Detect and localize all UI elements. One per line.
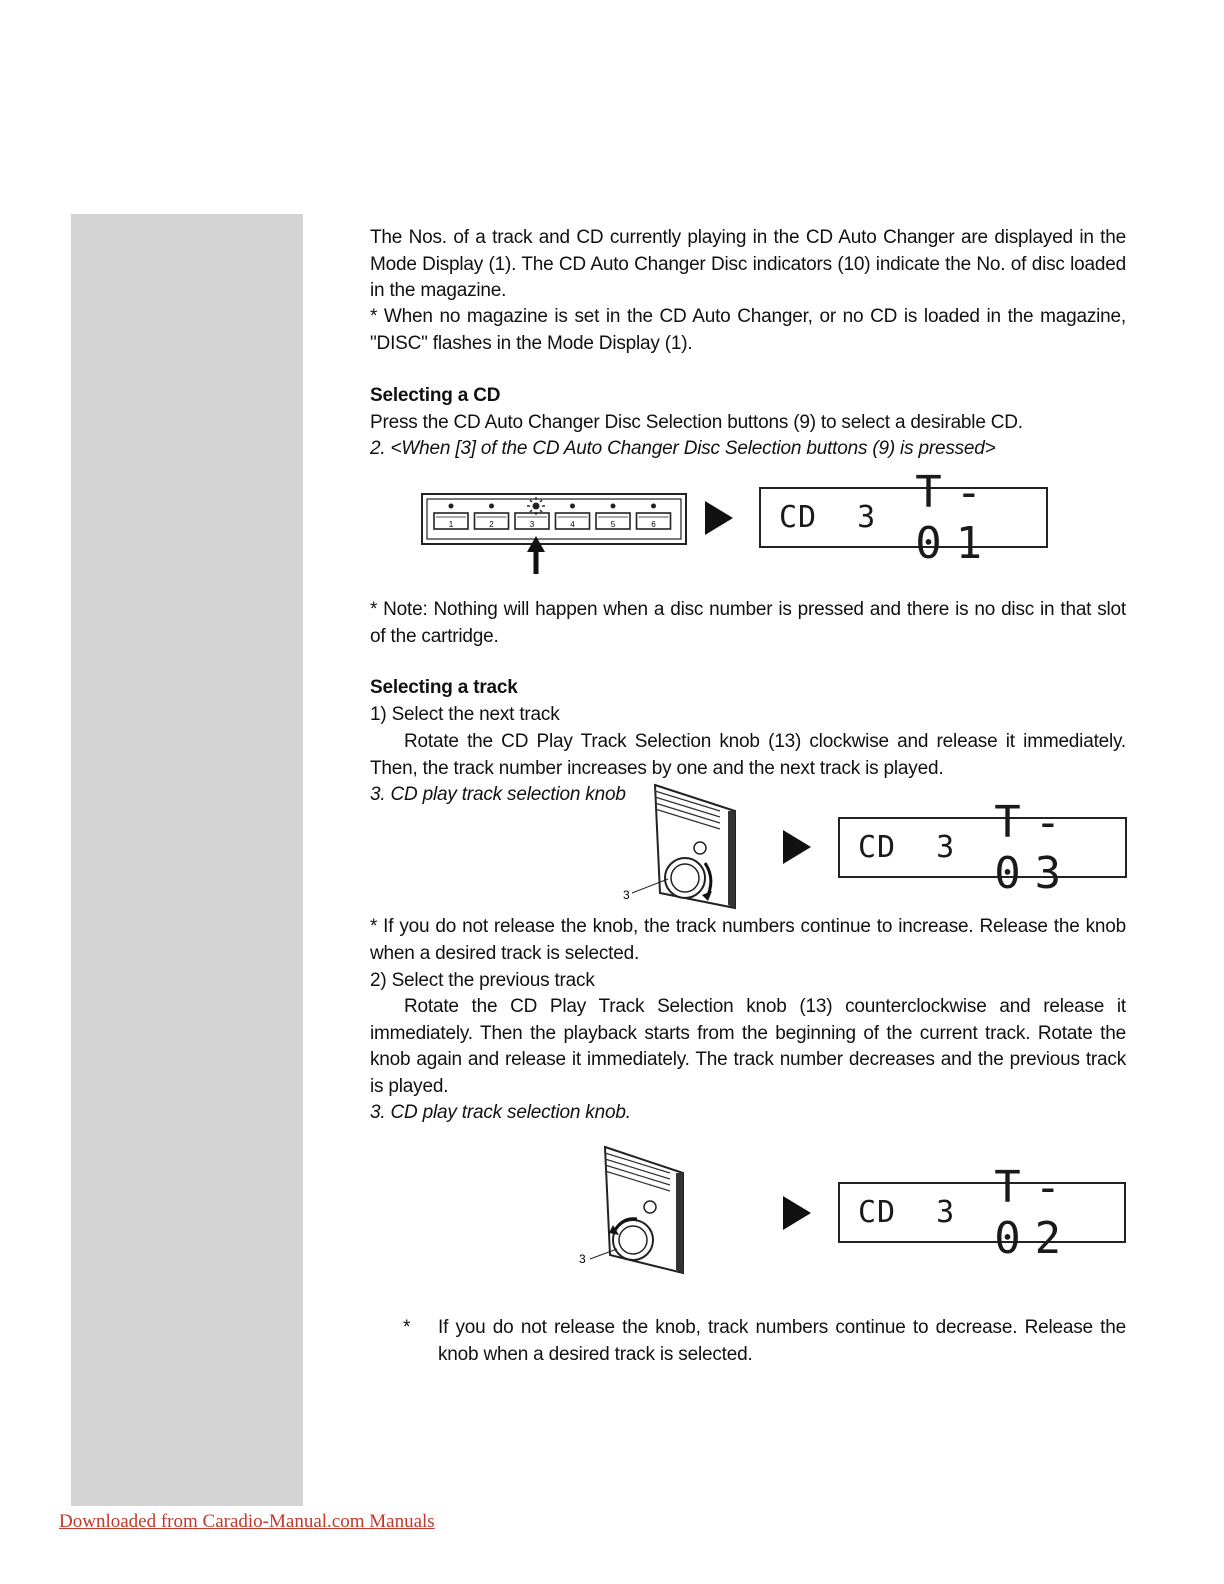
knob-label: 3 (623, 888, 630, 902)
selecting-cd-heading: Selecting a CD (370, 385, 501, 406)
display-track: T-02 (994, 1161, 1076, 1264)
footer-download-link[interactable]: Downloaded from Caradio-Manual.com Manuals (59, 1511, 435, 1532)
disc-button-label: 4 (570, 520, 575, 529)
step1-text: Rotate the CD Play Track Selection knob (13) clockwise and release it immediately. Then, the track number increases by one and the next track is played. (370, 731, 1126, 779)
display-source: CD (858, 1195, 897, 1230)
display-track: T-03 (994, 796, 1076, 899)
result-arrow-icon (783, 1196, 811, 1230)
disc-button-label: 5 (610, 520, 616, 529)
mode-display-cd3-t01 (759, 466, 1048, 569)
disc-button-label: 2 (489, 520, 494, 529)
mode-display-cd3-t02 (838, 1161, 1126, 1264)
selecting-cd-caption: 2. <When [3] of the CD Auto Changer Disc Selection buttons (9) is pressed> (370, 438, 996, 459)
display-source: CD (779, 500, 818, 535)
intro-paragraph: The Nos. of a track and CD currently playing in the CD Auto Changer are displayed in the Mode Display (1). The CD Auto Changer Disc indicators (10) indicate the No. of disc loaded in the magazine. (370, 227, 1126, 301)
step1-note: * If you do not release the knob, the track numbers continue to increase. Release the knob when a desired track is selected. (370, 916, 1126, 964)
track-knob-clockwise-figure (600, 783, 745, 913)
display-disc: 3 (936, 1195, 955, 1230)
result-arrow-icon (705, 501, 733, 535)
step2-caption: 3. CD play track selection knob. (370, 1102, 631, 1123)
intro-note: * When no magazine is set in the CD Auto Changer, or no CD is loaded in the magazine, "DISC" flashes in the Mode Display (1). (370, 306, 1126, 354)
selecting-cd-note: * Note: Nothing will happen when a disc number is pressed and there is no disc in that slot of the cartridge. (370, 599, 1126, 647)
step2-note: If you do not release the knob, track numbers continue to decrease. Release the knob when a desired track is selected. (438, 1317, 1126, 1365)
mode-display-cd3-t03 (838, 796, 1127, 899)
disc-button-label: 6 (651, 520, 656, 529)
selecting-track-heading: Selecting a track (370, 677, 518, 698)
disc-button-3[interactable] (515, 513, 549, 529)
display-disc: 3 (936, 830, 955, 865)
selecting-cd-text: Press the CD Auto Changer Disc Selection buttons (9) to select a desirable CD. (370, 412, 1023, 433)
step2-title: 2) Select the previous track (370, 970, 595, 991)
step2-note-mark: * (403, 1317, 411, 1338)
knob-label: 3 (579, 1252, 586, 1266)
step2-text: Rotate the CD Play Track Selection knob (13) counterclockwise and release it immediately. Then the playback starts from the beginning of the current track. Rotate the knob again and release it immediately. The track number decreases and the previous track is played. (370, 996, 1126, 1097)
step1-caption: 3. CD play track selection knob (370, 784, 626, 805)
display-disc: 3 (857, 500, 876, 535)
display-track: T-01 (915, 466, 997, 569)
step1-title: 1) Select the next track (370, 704, 560, 725)
disc-button-label: 3 (529, 520, 535, 529)
result-arrow-icon (783, 830, 811, 864)
disc-button-label: 1 (448, 520, 454, 529)
track-knob-counterclockwise-figure (575, 1145, 695, 1280)
display-source: CD (858, 830, 897, 865)
disc-selection-buttons-figure (420, 488, 690, 578)
sidebar-panel (71, 214, 303, 1506)
